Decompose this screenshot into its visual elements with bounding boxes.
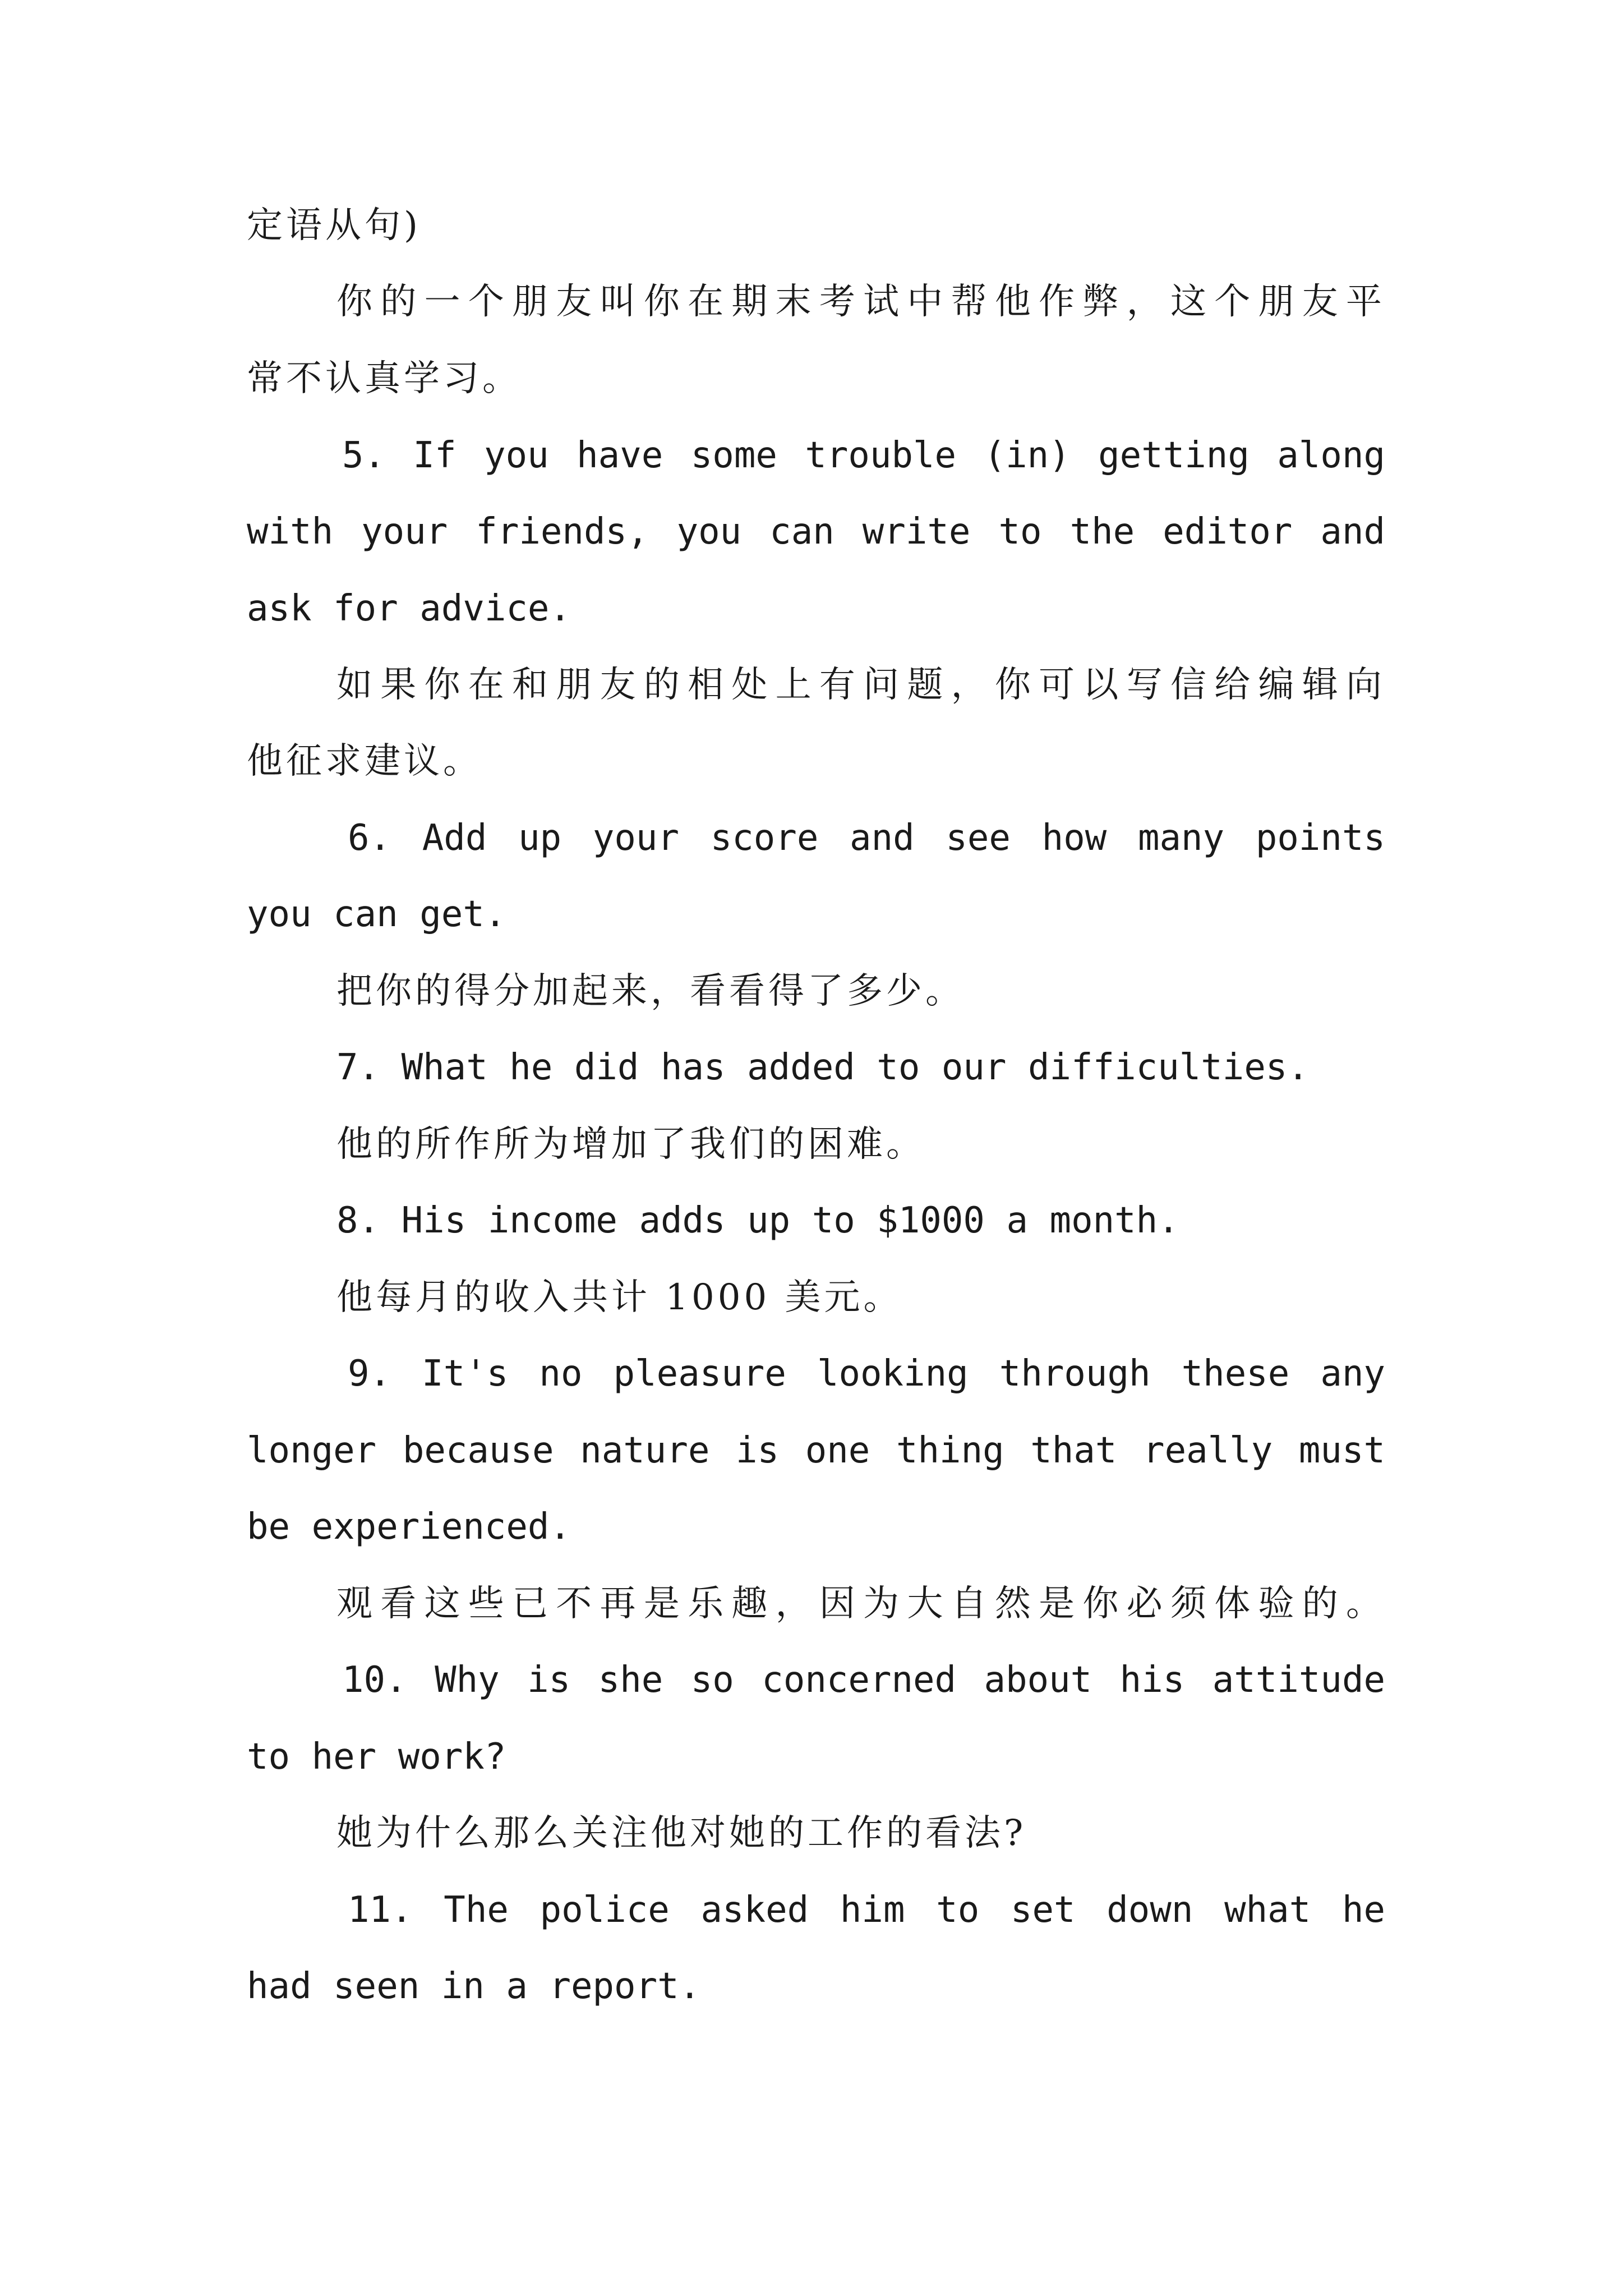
text-line: 如果你在和朋友的相处上有问题，你可以写信给编辑向 — [336, 664, 1385, 706]
text-line: ask for advice. — [247, 588, 571, 629]
text-line: 10. Why is she so concerned about his attitude — [342, 1659, 1385, 1701]
text-line: had seen in a report. — [247, 1966, 701, 2007]
text-line: be experienced. — [247, 1506, 571, 1548]
text-line: 他的所作所为增加了我们的困难。 — [336, 1124, 925, 1165]
text-line: 8. His income adds up to $1000 a month. — [336, 1200, 1179, 1241]
text-line: 11. The police asked him to set down what he — [348, 1889, 1385, 1931]
text-line: 7. What he did has added to our difficulties. — [336, 1047, 1309, 1088]
text-line: 观看这些已不再是乐趣，因为大自然是你必须体验的。 — [336, 1583, 1385, 1625]
text-line: 9. It's no pleasure looking through these any — [348, 1353, 1385, 1395]
text-line: 定语从句) — [247, 205, 421, 246]
text-line: to her work? — [247, 1736, 506, 1778]
text-line: longer because nature is one thing that really must — [247, 1430, 1385, 1471]
text-line: 常不认真学习。 — [247, 358, 522, 399]
text-line: you can get. — [247, 894, 506, 935]
text-line: 5. If you have some trouble (in) getting along — [342, 435, 1385, 476]
text-line: with your friends, you can write to the editor and — [247, 511, 1385, 553]
text-line: 她为什么那么关注他对她的工作的看法? — [336, 1812, 1027, 1854]
text-line: 他每月的收入共计 1000 美元。 — [336, 1277, 903, 1318]
text-line: 他征求建议。 — [247, 740, 482, 782]
text-line: 把你的得分加起来，看看得了多少。 — [336, 970, 965, 1012]
text-line: 6. Add up your score and see how many points — [348, 817, 1385, 859]
text-line: 你的一个朋友叫你在期末考试中帮他作弊，这个朋友平 — [336, 281, 1385, 323]
